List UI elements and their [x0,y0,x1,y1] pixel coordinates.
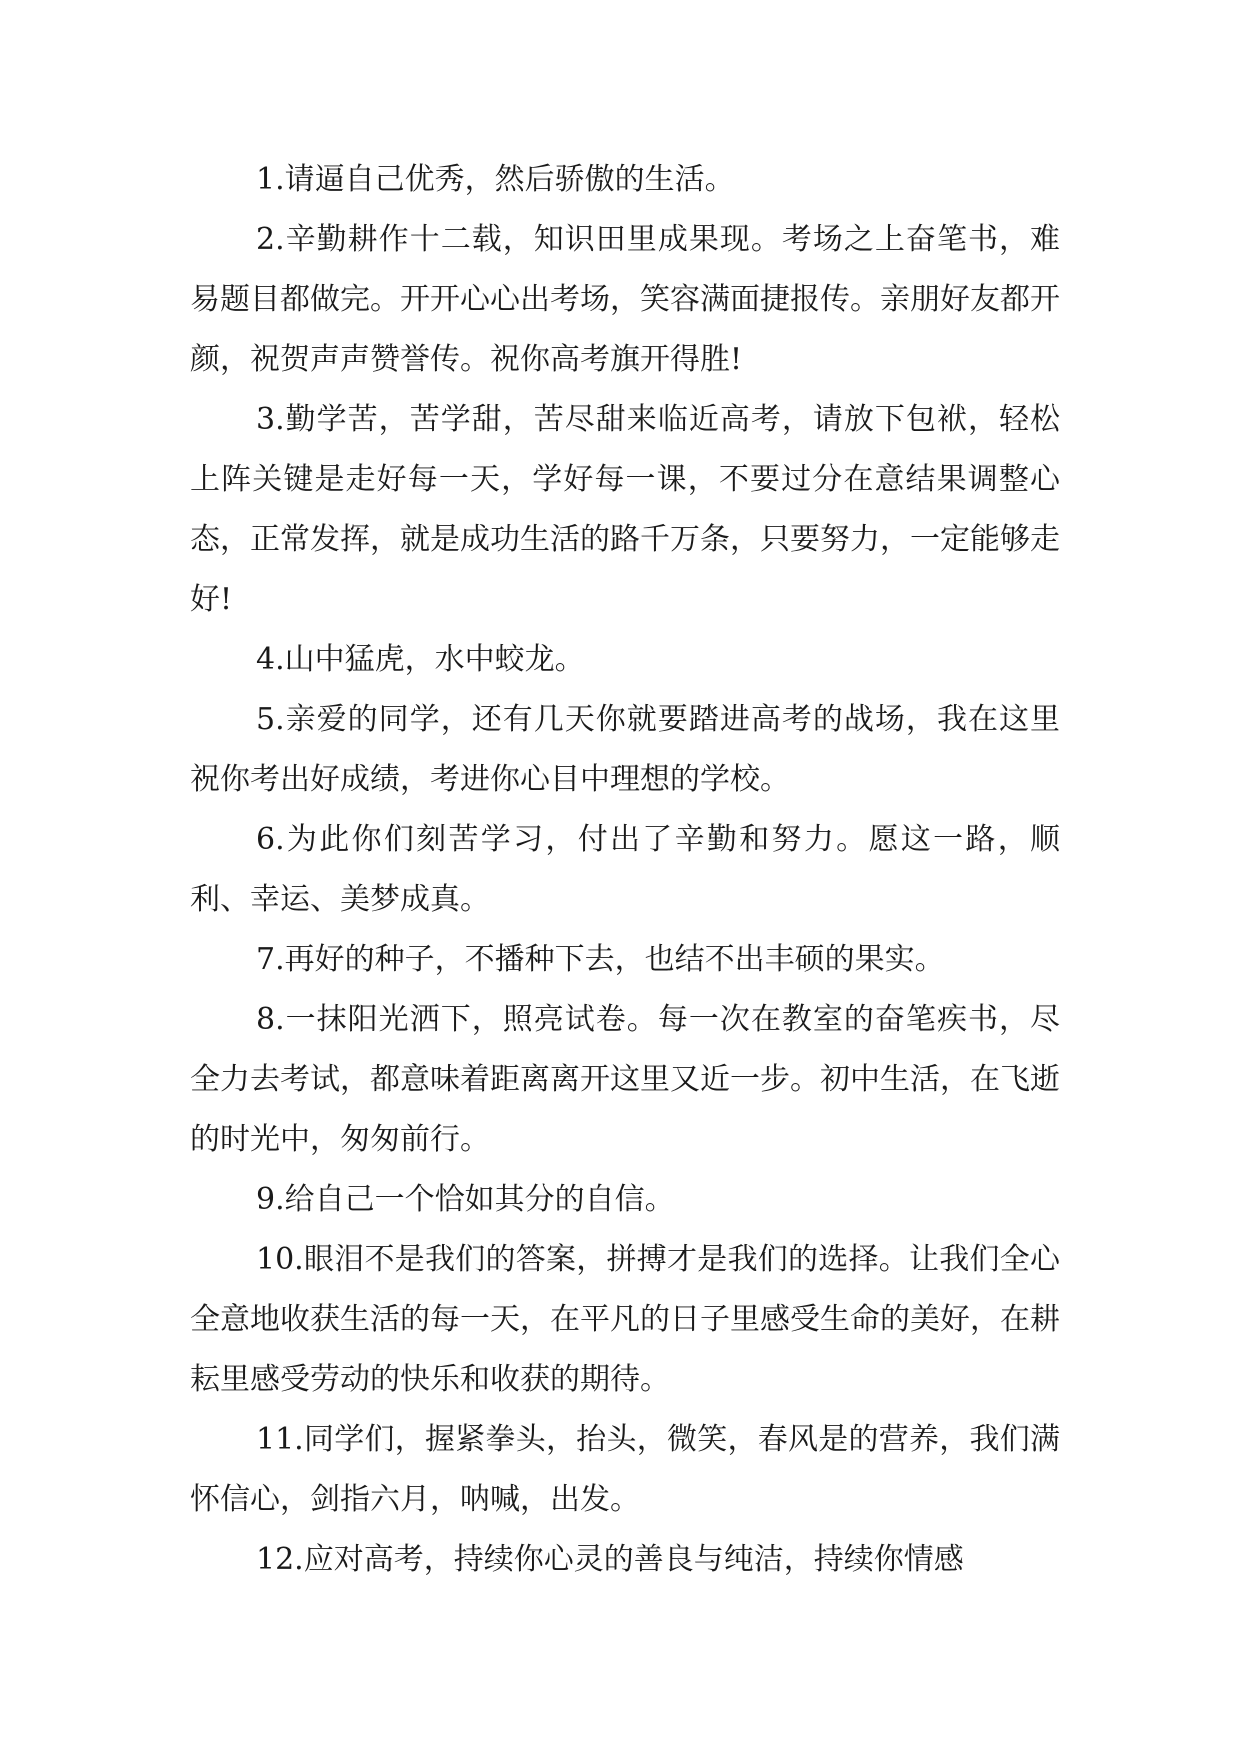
paragraph-5: 5.亲爱的同学，还有几天你就要踏进高考的战场，我在这里祝你考出好成绩，考进你心目中理想的学校。 [190,702,1060,797]
paragraph-10: 10.眼泪不是我们的答案，拼搏才是我们的选择。让我们全心全意地收获生活的每一天，在平凡的日子里感受生命的美好，在耕耘里感受劳动的快乐和收获的期待。 [190,1242,1060,1397]
paragraph-1: 1.请逼自己优秀，然后骄傲的生活。 [256,162,735,197]
paragraph-11: 11.同学们，握紧拳头，抬头，微笑，春风是的营养，我们满怀信心，剑指六月，呐喊，出发。 [190,1422,1060,1517]
paragraph-12: 12.应对高考，持续你心灵的善良与纯洁，持续你情感 [256,1542,964,1577]
paragraph-9: 9.给自己一个恰如其分的自信。 [256,1182,675,1217]
paragraph-6: 6.为此你们刻苦学习，付出了辛勤和努力。愿这一路，顺利、幸运、美梦成真。 [190,822,1060,917]
paragraph-3: 3.勤学苦，苦学甜，苦尽甜来临近高考，请放下包袱，轻松上阵关键是走好每一天，学好每一课，不要过分在意结果调整心态，正常发挥，就是成功生活的路千万条，只要努力，一定能够走好! [190,402,1060,617]
paragraph-4: 4.山中猛虎，水中蛟龙。 [256,642,585,677]
paragraph-2: 2.辛勤耕作十二载，知识田里成果现。考场之上奋笔书，难易题目都做完。开开心心出考场，笑容满面捷报传。亲朋好友都开颜，祝贺声声赞誉传。祝你高考旗开得胜! [190,222,1060,377]
paragraph-8: 8.一抹阳光洒下，照亮试卷。每一次在教室的奋笔疾书，尽全力去考试，都意味着距离离开这里又近一步。初中生活，在飞逝的时光中，匆匆前行。 [190,1002,1060,1157]
document-body [190,150,1060,1590]
paragraph-7: 7.再好的种子，不播种下去，也结不出丰硕的果实。 [256,942,945,977]
